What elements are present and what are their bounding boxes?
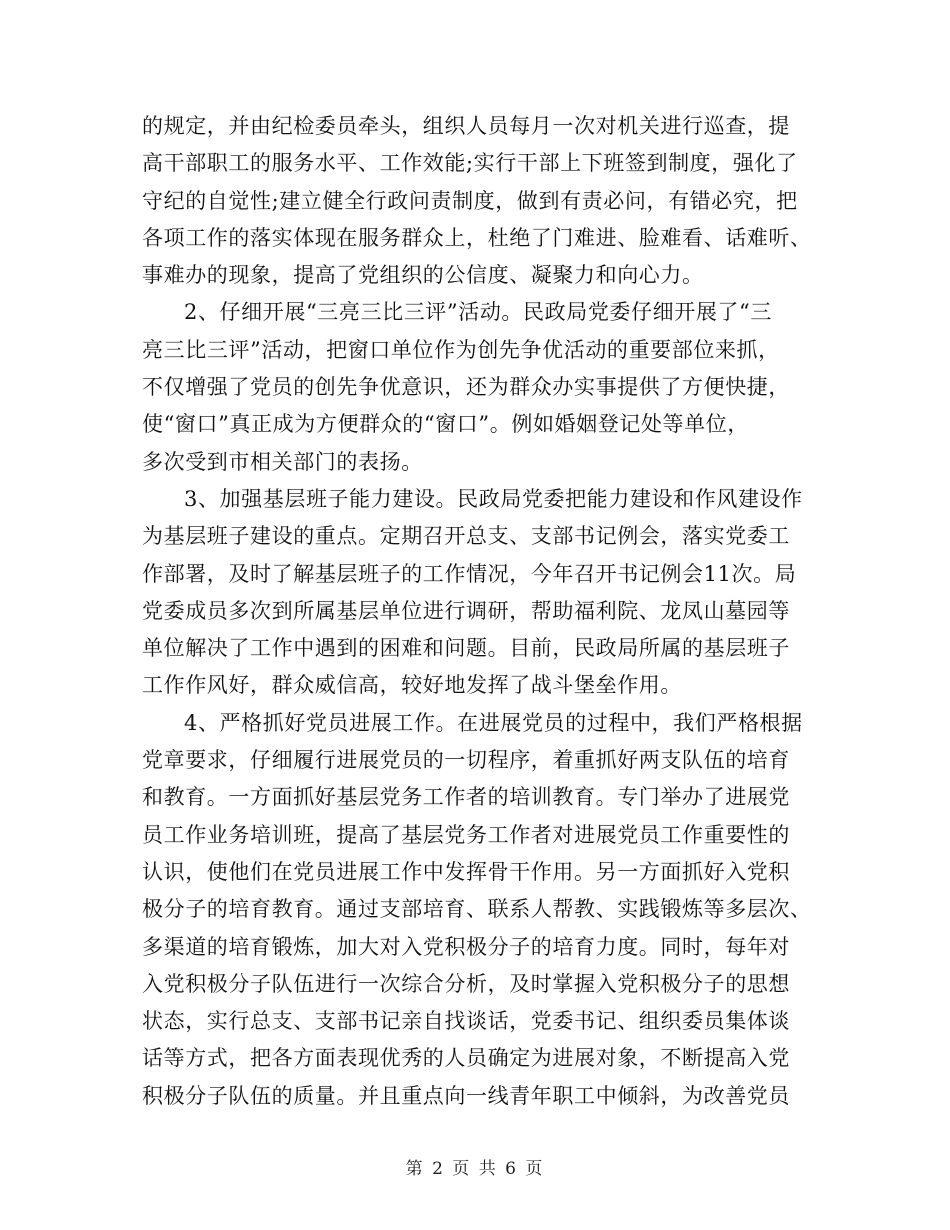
text-line: 多渠道的培育锻炼，加大对入党积极分子的培育力度。同时，每年对 [142,934,790,959]
text-line: 状态，实行总支、支部书记亲自找谈话，党委书记、组织委员集体谈 [142,1009,790,1034]
text-line: 党委成员多次到所属基层单位进行调研，帮助福利院、龙凤山墓园等 [142,598,790,623]
text-line: 作部署，及时了解基层班子的工作情况，今年召开书记例会11次。局 [142,561,797,586]
page-number-footer: 第 2 页 共 6 页 [405,1159,545,1179]
text-line: 党章要求，仔细履行进展党员的一切程序，着重抓好两支队伍的培育 [142,748,790,773]
text-line: 的规定，并由纪检委员牵头，组织人员每月一次对机关进行巡查，提 [142,114,790,138]
text-line: 不仅增强了党员的创先争优意识，还为群众办实事提供了方便快捷， [142,375,790,400]
text-line: 为基层班子建设的重点。定期召开总支、支部书记例会，落实党委工 [142,524,790,549]
text-line: 认识，使他们在党员进展工作中发挥骨干作用。另一方面抓好入党积 [142,859,790,884]
text-line: 2、仔细开展“三亮三比三评”活动。民政局党委仔细开展了“三 [184,300,772,325]
text-line: 事难办的现象，提高了党组织的公信度、凝聚力和向心力。 [142,263,704,288]
text-line: 话等方式，把各方面表现优秀的人员确定为进展对象，不断提高入党 [142,1046,790,1071]
paragraph-1 [142,108,812,294]
text-line: 亮三比三评”活动，把窗口单位作为创先争优活动的重要部位来抓， [142,337,780,362]
paragraph-3 [142,481,812,705]
text-line: 工作作风好，群众威信高，较好地发挥了战斗堡垒作用。 [142,673,682,698]
text-line: 各项工作的落实体现在服务群众上，杜绝了门难进、脸难看、话难听、 [142,225,812,250]
text-line: 员工作业务培训班，提高了基层党务工作者对进展党员工作重要性的 [142,822,790,847]
text-line: 极分子的培育教育。通过支部培育、联系人帮教、实践锻炼等多层次、 [142,897,812,922]
text-line: 使“窗口”真正成为方便群众的“窗口”。例如婚姻登记处等单位， [142,412,749,437]
paragraph-4 [142,705,812,1115]
document-body [142,108,812,1115]
text-line: 多次受到市相关部门的表扬。 [142,449,423,474]
text-line: 3、加强基层班子能力建设。民政局党委把能力建设和作风建设作 [184,486,803,511]
text-line: 4、严格抓好党员进展工作。在进展党员的过程中，我们严格根据 [184,710,803,735]
text-line: 守纪的自觉性;建立健全行政问责制度，做到有责必问，有错必究，把 [142,188,798,213]
text-line: 入党积极分子队伍进行一次综合分析，及时掌握入党积极分子的思想 [142,971,790,996]
paragraph-2 [142,294,812,480]
text-line: 积极分子队伍的质量。并且重点向一线青年职工中倾斜，为改善党员 [142,1083,790,1108]
text-line: 高干部职工的服务水平、工作效能;实行干部上下班签到制度，强化了 [142,151,798,176]
text-line: 和教育。一方面抓好基层党务工作者的培训教育。专门举办了进展党 [142,785,790,810]
text-line: 单位解决了工作中遇到的困难和问题。目前，民政局所属的基层班子 [142,636,790,661]
